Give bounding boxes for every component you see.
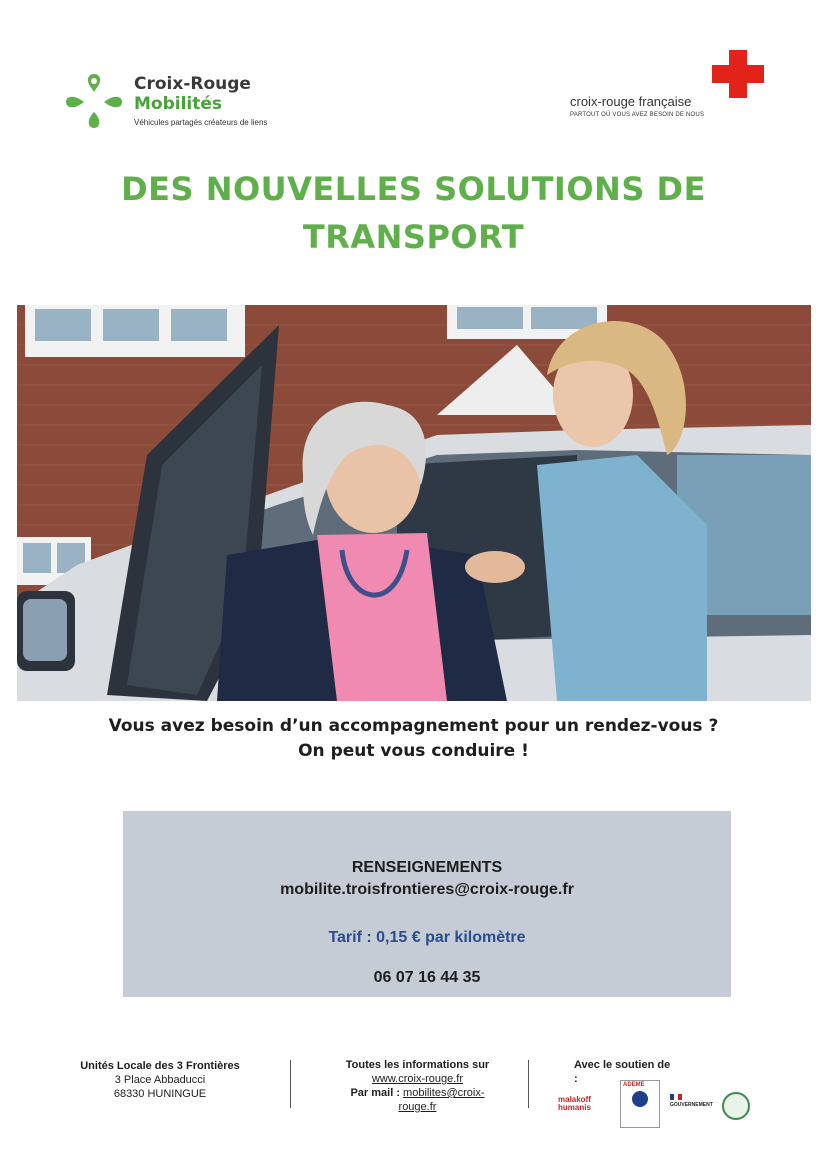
globe-icon: [632, 1091, 648, 1107]
logo-tagline: Véhicules partagés créateurs de liens: [134, 118, 268, 127]
logo-text-line1: Croix-Rouge: [134, 74, 251, 94]
title-line2: TRANSPORT: [302, 218, 525, 256]
clover-logo-icon: [64, 72, 124, 130]
info-heading: RENSEIGNEMENTS: [351, 859, 503, 876]
footer-divider: [290, 1060, 291, 1108]
logo-text-line2: Mobilités: [134, 94, 223, 114]
footer-address: [60, 1059, 260, 1101]
crf-tagline: PARTOUT OÙ VOUS AVEZ BESOIN DE NOUS: [570, 112, 705, 118]
footer-website-link[interactable]: www.croix-rouge.fr: [371, 1073, 464, 1085]
crf-name: croix-rouge française: [570, 94, 692, 109]
gouv-label: GOUVERNEMENT: [670, 1102, 713, 1108]
footer-mail-line: [310, 1086, 525, 1100]
title-line1: DES NOUVELLES SOLUTIONS DE: [121, 170, 706, 208]
photo-elderly-woman-car: [17, 305, 811, 701]
seal-logo-icon: [722, 1092, 750, 1120]
footer-mail-link-cont[interactable]: rouge.fr: [398, 1101, 437, 1113]
malakoff-humanis-logo: malakoff humanis: [558, 1095, 591, 1112]
page-title: [60, 165, 767, 261]
flag-icon: [670, 1094, 682, 1100]
footer-street: 3 Place Abbaducci: [114, 1074, 206, 1086]
footer-city: 68330 HUNINGUE: [113, 1088, 207, 1100]
footer-divider: [528, 1060, 529, 1108]
footer-support-colon: :: [574, 1073, 578, 1085]
ademe-label: ADEME: [623, 1082, 645, 1088]
subtitle-line1: Vous avez besoin d’un accompagnement pour un rendez-vous ?: [108, 716, 719, 736]
info-email[interactable]: mobilite.troisfrontieres@croix-rouge.fr: [280, 881, 574, 898]
footer-mail-link[interactable]: mobilites@croix-: [403, 1087, 485, 1099]
ademe-logo: [620, 1080, 660, 1128]
info-phone[interactable]: 06 07 16 44 35: [373, 969, 481, 986]
subtitle: [40, 714, 787, 764]
sponsor-logos: [558, 1080, 758, 1130]
footer-unit-name: Unités Locale des 3 Frontières: [80, 1060, 240, 1072]
info-tarif: Tarif : 0,15 € par kilomètre: [328, 929, 526, 946]
footer-contact: [310, 1058, 525, 1114]
red-cross-icon: [712, 50, 764, 98]
gouvernement-logo: [666, 1084, 718, 1124]
croix-rouge-francaise-logo: [560, 48, 770, 128]
footer-mail-label: Par mail :: [350, 1087, 404, 1099]
footer-info-label: Toutes les informations sur: [345, 1059, 490, 1071]
subtitle-line2: On peut vous conduire !: [298, 741, 529, 761]
croix-rouge-mobilites-logo: [64, 70, 268, 132]
info-box: [123, 811, 731, 997]
footer-support-label: Avec le soutien de: [574, 1059, 671, 1071]
